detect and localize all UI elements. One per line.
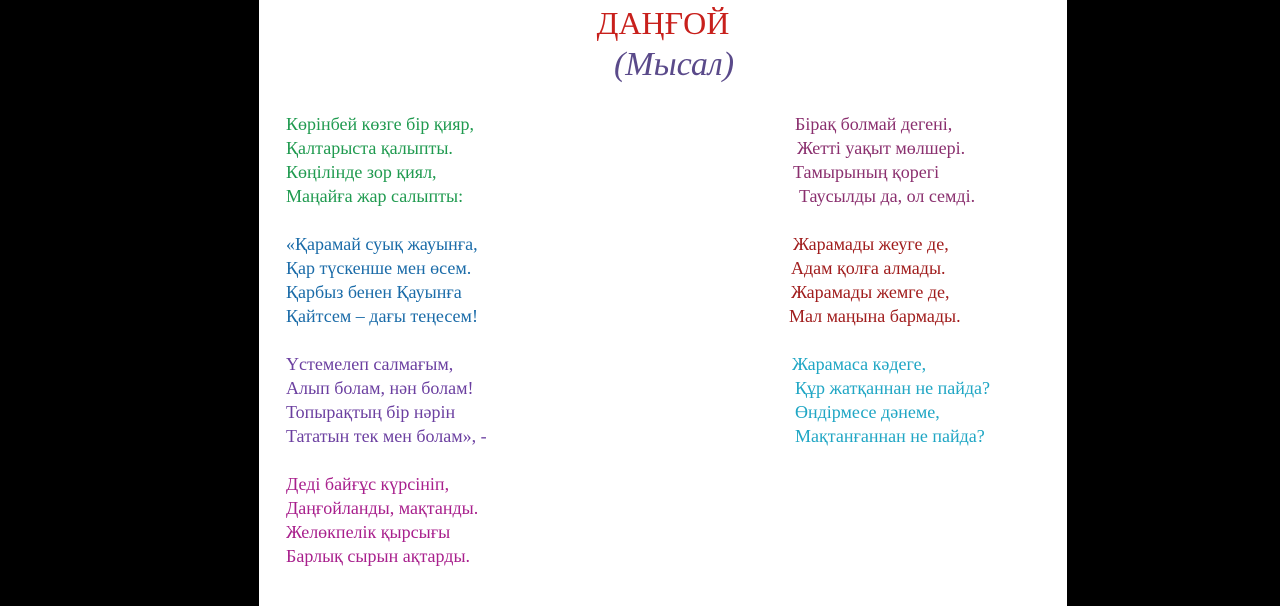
verse-line: Жетті уақыт мөлшері. <box>797 138 966 158</box>
stanza-right-1 <box>789 112 990 208</box>
verse-line: Көрінбей көзге бір қияр, <box>286 114 474 134</box>
slide <box>259 0 1067 606</box>
verse-line: Даңғойланды, мақтанды. <box>286 498 479 518</box>
verse-line: «Қарамай суық жауынға, <box>286 234 478 254</box>
stanza-left-2 <box>286 232 487 328</box>
verse-line: Қар түскенше мен өсем. <box>286 258 472 278</box>
verse-line: Өндірмесе дәнеме, <box>795 402 940 422</box>
verse-line: Тамырының қорегі <box>793 162 940 182</box>
verse-line: Желөкпелік қырсығы <box>286 522 451 542</box>
verse-line: Топырақтың бір нәрін <box>286 402 456 422</box>
verse-line: Жарамаса кәдеге, <box>792 354 927 374</box>
verse-line: Жарамады жемге де, <box>791 282 950 302</box>
verse-line: Қайтсем – дағы теңесем! <box>286 306 478 326</box>
verse-line: Таусылды да, ол семді. <box>799 186 976 206</box>
verse-line: Барлық сырын ақтарды. <box>286 546 471 566</box>
right-column <box>789 112 990 472</box>
stanza-left-3 <box>286 352 487 448</box>
stanza-left-1 <box>286 112 487 208</box>
poem-subtitle: (Мысал) <box>613 46 735 83</box>
verse-line: Алып болам, нән болам! <box>286 378 474 398</box>
stanza-left-4 <box>286 472 487 568</box>
verse-line: Деді байғұс күрсініп, <box>286 474 450 494</box>
verse-line: Адам қолға алмады. <box>791 258 946 278</box>
verse-line: Қалтарыста қалыпты. <box>286 138 453 158</box>
verse-line: Бірақ болмай дегені, <box>795 114 953 134</box>
poem-title: ДАҢҒОЙ <box>596 5 730 41</box>
verse-line: Үстемелеп салмағым, <box>286 354 454 374</box>
verse-line: Жарамады жеуге де, <box>793 234 949 254</box>
left-column <box>286 112 487 592</box>
verse-line: Тататын тек мен болам», - <box>286 426 487 446</box>
verse-line: Маңайға жар салыпты: <box>286 186 464 206</box>
verse-line: Мал маңына бармады. <box>789 306 961 326</box>
verse-line: Қарбыз бенен Қауынға <box>286 282 462 302</box>
verse-line: Көңілінде зор қиял, <box>286 162 437 182</box>
stanza-right-3 <box>789 352 990 448</box>
stanza-right-2 <box>789 232 990 328</box>
verse-line: Мақтанғаннан не пайда? <box>795 426 985 446</box>
verse-line: Құр жатқаннан не пайда? <box>795 378 990 398</box>
